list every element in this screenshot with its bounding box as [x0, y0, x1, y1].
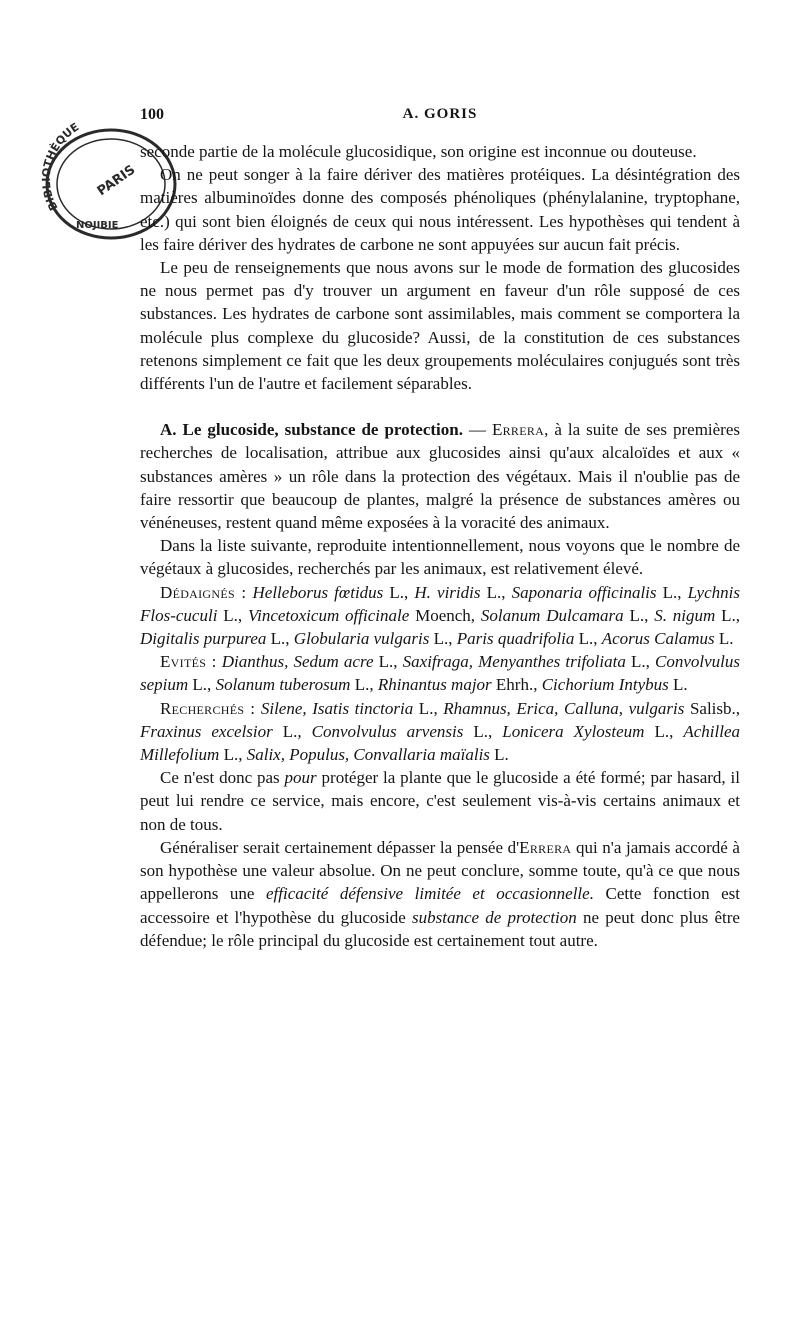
- species-list-evites: Evités : Dianthus, Sedum acre L., Saxifraga, Menyanthes trifoliata L., Convolvulus sepium L., Solanum tuberosum L., Rhinantus major Ehrh., Cichorium Intybus L.: [140, 652, 740, 695]
- species-list-recherches: Recherchés : Silene, Isatis tinctoria L., Rhamnus, Erica, Calluna, vulgaris Salisb., Fraxinus excelsior L., Convolvulus arvensis L., Lonicera Xylosteum L., Achillea Millefolium L., Salix, Populus, Convallaria maïalis L.: [140, 698, 741, 765]
- author-name: Errera: [519, 837, 572, 857]
- paragraph: Le peu de renseignements que nous avons sur le mode de formation des glucosides ne nous permet pas d'y trouver un argument en faveur d'un rôle supposé de ces substances. Les hydrates de carbone sont assimilables, mais comment se comportera la molécule plus complexe du glucoside? Aussi, de la constitution de ces substances retenons simplement ce fait que les deux groupements moléculaires conjugués sont très différents l'un de l'autre et facilement séparables.: [140, 258, 740, 394]
- section-heading: A. Le glucoside, substance de protection.: [160, 420, 463, 440]
- paragraph: On ne peut songer à la faire dériver des matières protéiques. La désintégration des matières albuminoïdes donne des composés phénoliques (phénylalanine, tryptophane, etc.) qui sont bien éloignés de ceux qui nous intéressent. Les hypothèses qui tendent à les faire dériver des hydrates de carbone ne sont appuyées sur aucun fait précis.: [140, 165, 740, 254]
- list-label: Evités :: [160, 652, 217, 672]
- stamp-center-text: PARIS: [94, 162, 139, 200]
- stamp-number: NOJIBIE: [76, 220, 119, 231]
- page-body: [140, 140, 740, 952]
- paragraph: Dans la liste suivante, reproduite intentionnellement, nous voyons que le nombre de végétaux à glucosides, recherchés par les animaux, est relativement élevé.: [140, 536, 740, 579]
- running-head: A. GORIS: [402, 106, 478, 122]
- page-number: 100: [140, 106, 164, 123]
- paragraph: Ce n'est donc pas pour protéger la plante que le glucoside a été formé; par hasard, il peut lui rendre ce service, mais encore, c'est seulement vis-à-vis certains animaux et non de tous.: [140, 768, 740, 834]
- paragraph: Généraliser serait certainement dépasser la pensée d'Errera qui n'a jamais accordé à son hypothèse une valeur absolue. On ne peut conclure, somme toute, qu'à ce que nous appellerons une efficacité défensive limitée et occasionnelle. Cette fonction est accessoire et l'hypothèse du glucoside substance de protection ne peut donc plus être défendue; le rôle principal du glucoside est certainement tout autre.: [140, 837, 741, 950]
- stamp-arc-text: BIBLIOTHÈQUE: [39, 120, 82, 213]
- list-label: Recherchés :: [160, 698, 256, 718]
- species-list-dedaignes: Dédaignés : Helleborus fœtidus L., H. viridis L., Saponaria officinalis L., Lychnis Flos-cuculi L., Vincetoxicum officinale Moench, Solanum Dulcamara L., S. nigum L., Digitalis purpurea L., Globularia vulgaris L., Paris quadrifolia L., Acorus Calamus L.: [140, 582, 740, 649]
- paragraph-continuation: seconde partie de la molécule glucosidique, son origine est inconnue ou douteuse.: [140, 142, 697, 161]
- list-label: Dédaignés :: [160, 582, 247, 602]
- section-a: A. Le glucoside, substance de protection. — Errera, à la suite de ses premières recherches de localisation, attribue aux glucosides ainsi qu'aux alcaloïdes et aux « substances amères » un rôle dans la protection des végétaux. Mais il n'oublie pas de faire ressortir que beaucoup de plantes, malgré la présence de substances amères ou vénéneuses, restent quand même exposées à la voracité des animaux.: [140, 420, 741, 533]
- author-name: Errera: [491, 420, 545, 440]
